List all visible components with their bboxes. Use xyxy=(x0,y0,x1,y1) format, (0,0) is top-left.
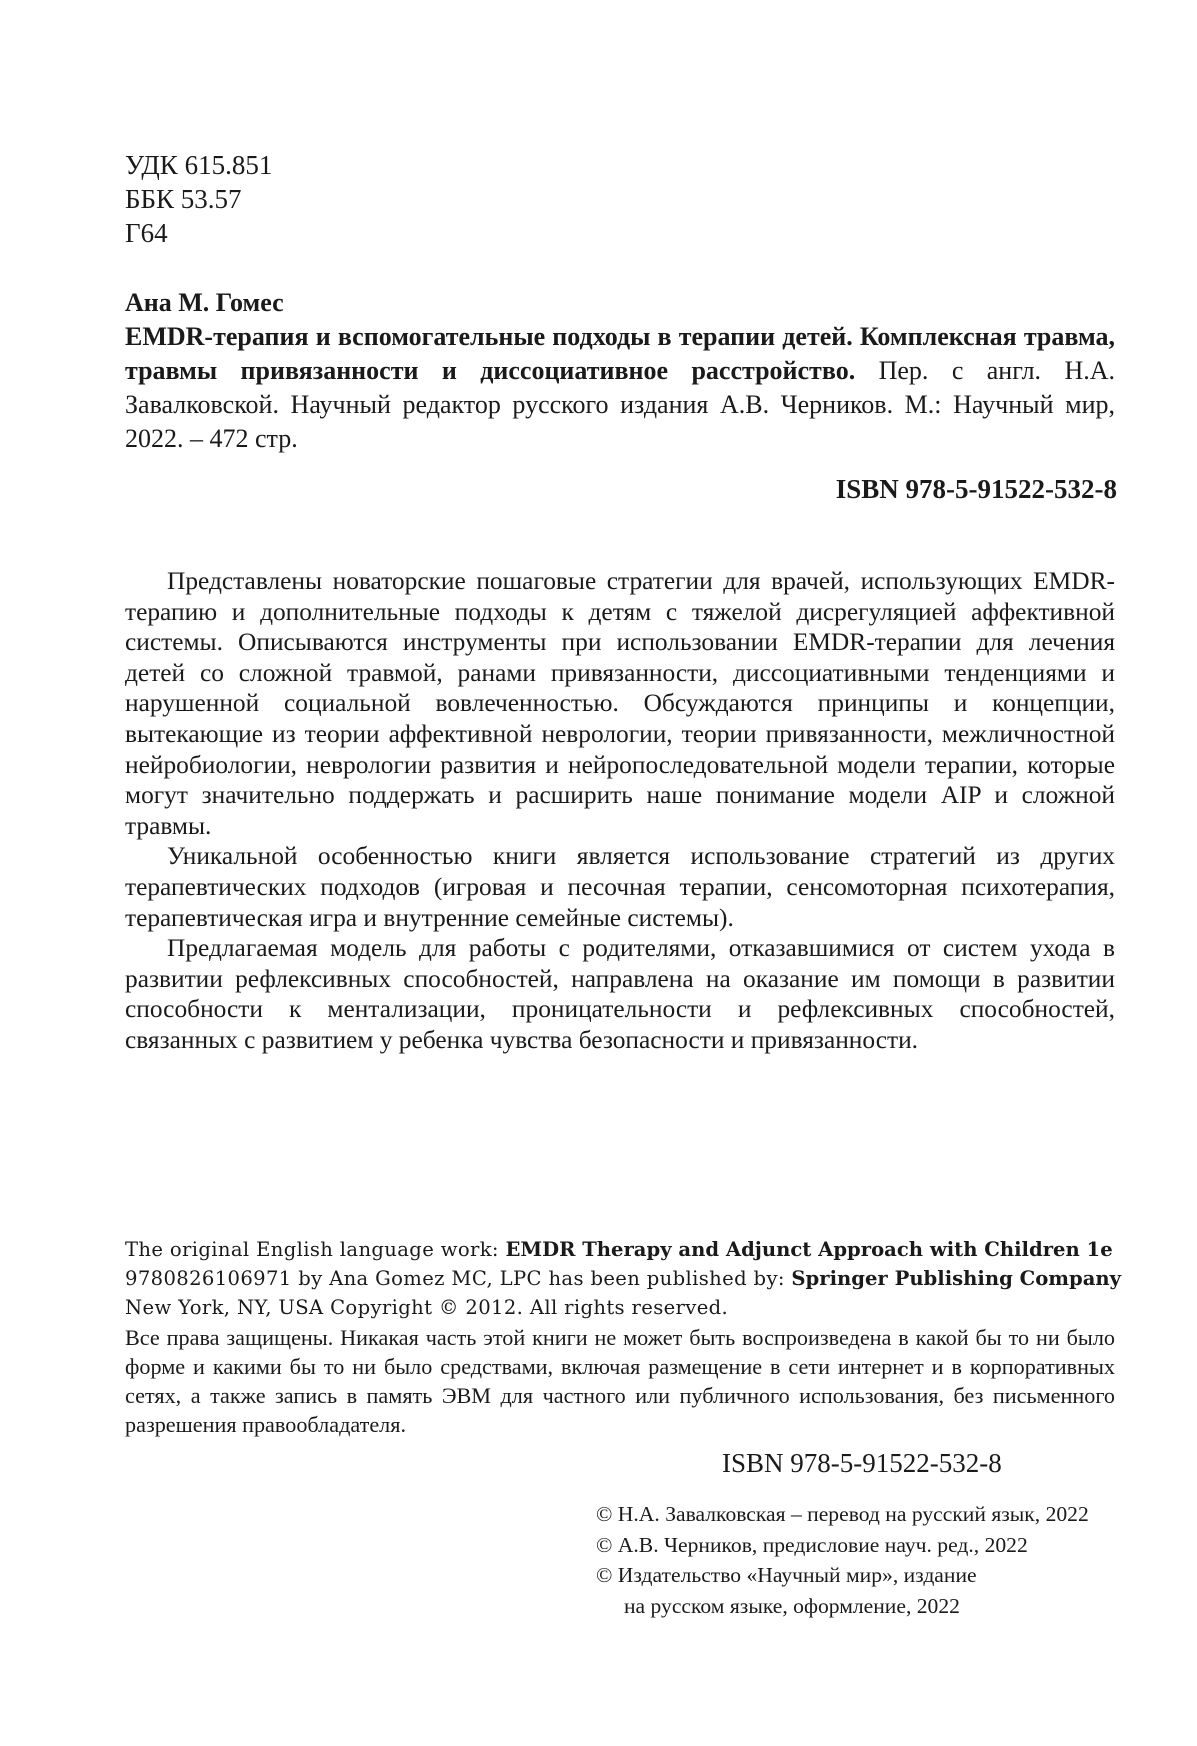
original-isbn-author: 9780826106971 by Ana Gomez MC, LPC has been published by: xyxy=(125,1267,792,1290)
bibliographic-entry xyxy=(125,320,1115,456)
copyright-line: © А.В. Черников, предисловие науч. ред., 2022 xyxy=(596,1532,1028,1557)
classification-block xyxy=(125,148,272,250)
abstract-paragraph: Уникальной особенностью книги является использование стратегий из других терапевтических подходов (игровая и песочная терапии, сенсомоторная психотерапия, терапевтическая игра и внутренние семейные системы). xyxy=(125,842,1115,932)
copyright-block xyxy=(596,1499,1089,1621)
abstract-paragraph: Представлены новаторские пошаговые стратегии для врачей, использующих EMDR-терапию и дополнительные подходы к детям с тяжелой дисрегуляцией аффективной системы. Описываются инструменты при использовании EMDR-терапии для лечения детей со сложной травмой, ранами привязанности, диссоциативными тенденциями и нарушенной социальной вовлеченностью. Обсуждаются принципы и концепции, вытекающие из теории аффективной неврологии, теории привязанности, межличностной нейробиологии, неврологии развития и нейропоследовательной модели терапии, которые могут значительно поддержать и расширить наше понимание модели AIP и сложной травмы. xyxy=(125,567,1115,840)
copyright-line: © Н.А. Завалковская – перевод на русский язык, 2022 xyxy=(596,1502,1089,1526)
rights-notice: Все права защищены. Никакая часть этой книги не может быть воспроизведена в какой бы то ни было форме и какими бы то ни было средствами, включая размещение в сети интернет и в корпоративных сетях, а также запись в память ЭВМ для частного или публичного использования, без письменного разрешения правообладателя. xyxy=(125,1325,1115,1437)
bbk-code: ББК 53.57 xyxy=(125,184,242,214)
original-work-line xyxy=(125,1264,1122,1293)
isbn-top: ISBN 978-5-91522-532-8 xyxy=(835,474,1117,504)
publication-details: Пер. с англ. Н.А. Завалковской. Научный редактор русского издания А.В. Черников. М.: Научный мир, 2022. – 472 стр. xyxy=(125,356,1115,453)
copyright-line: на русском языке, оформление, 2022 xyxy=(624,1593,960,1618)
abstract-paragraph: Предлагаемая модель для работы с родителями, отказавшимися от систем ухода в развитии рефлексивных способностей, направлена на оказание им помощи в развитии способности к ментализации, проницательности и рефлексивных способностей, связанных с развитием у ребенка чувства безопасности и привязанности. xyxy=(125,934,1115,1054)
original-title: EMDR Therapy and Adjunct Approach with Children 1e xyxy=(505,1238,1113,1261)
original-work-line xyxy=(125,1235,1115,1264)
author-mark: Г64 xyxy=(125,218,168,248)
original-copyright: New York, NY, USA Copyright © 2012. All rights reserved. xyxy=(125,1296,729,1319)
isbn-bottom: ISBN 978-5-91522-532-8 xyxy=(722,1448,1002,1478)
udk-code: УДК 615.851 xyxy=(125,150,273,180)
bibliographic-record xyxy=(125,286,1115,456)
original-work-prefix: The original English language work: xyxy=(125,1238,506,1261)
book-title: EMDR-терапия и вспомогательные подходы в терапии детей. Комплексная травма, травмы привязанности и диссоциативное расстройство. xyxy=(125,322,1115,385)
original-work-notice xyxy=(125,1235,1122,1322)
abstract xyxy=(125,566,1115,1056)
copyright-line: © Издательство «Научный мир», издание xyxy=(596,1563,977,1587)
original-publisher: Springer Publishing Company xyxy=(791,1267,1122,1290)
author-name: Ана М. Гомес xyxy=(125,288,284,317)
